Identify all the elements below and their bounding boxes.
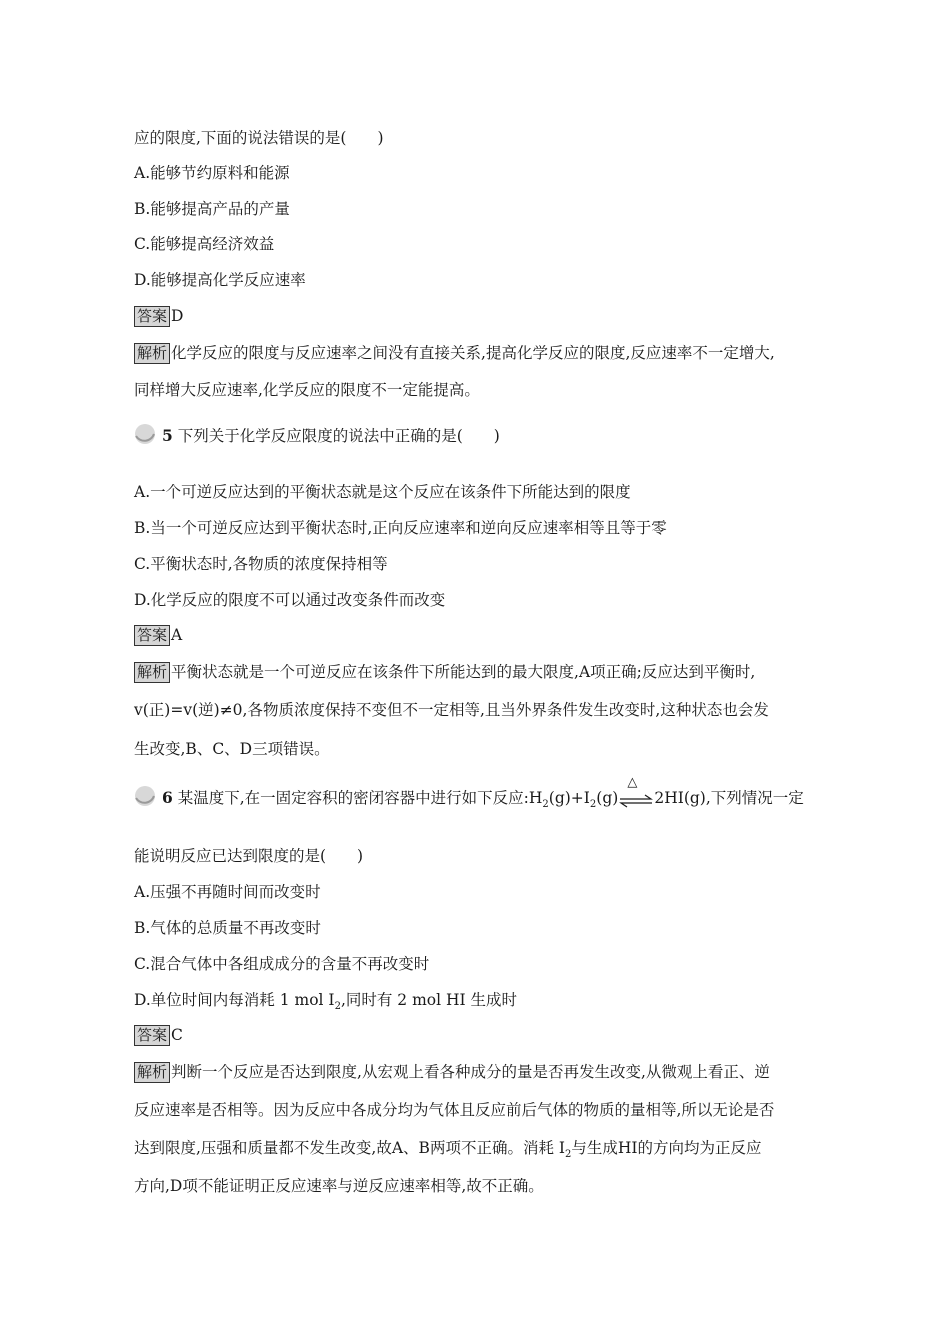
q5-analysis-line2: v(正)=v(逆)≠0,各物质浓度保持不变但不一定相等,且当外界条件发生改变时,这种状态也会发 <box>134 701 769 719</box>
question-marker-icon <box>134 423 156 445</box>
answer-tag: 答案 <box>134 1025 170 1046</box>
q5-number: 5 <box>162 426 173 445</box>
q5-stem: 下列关于化学反应限度的说法中正确的是( ) <box>177 427 500 445</box>
q4-answer <box>134 305 183 327</box>
q5-option-b: B.当一个可逆反应达到平衡状态时,正向反应速率和逆向反应速率相等且等于零 <box>134 519 667 537</box>
q6-answer-value: C <box>171 1026 183 1044</box>
q6-option-a: A.压强不再随时间而改变时 <box>134 883 321 901</box>
analysis-tag: 解析 <box>134 662 170 683</box>
q4-stem: 应的限度,下面的说法错误的是( ) <box>134 129 384 147</box>
q6-option-b: B.气体的总质量不再改变时 <box>134 919 321 937</box>
analysis-tag: 解析 <box>134 343 170 364</box>
q5-option-c: C.平衡状态时,各物质的浓度保持相等 <box>134 555 388 573</box>
q6-stem-line2: 能说明反应已达到限度的是( ) <box>134 847 364 865</box>
q5-analysis-line1: 解析 平衡状态就是一个可逆反应在该条件下所能达到的最大限度,A项正确;反应达到平衡时, <box>134 661 755 683</box>
q6-number: 6 <box>162 788 173 807</box>
q4-answer-value: D <box>171 307 184 325</box>
q5-answer-value: A <box>171 626 183 644</box>
q5-header <box>134 425 500 447</box>
q4-analysis-line2: 同样增大反应速率,化学反应的限度不一定能提高。 <box>134 381 480 399</box>
question-marker-icon <box>134 785 156 807</box>
q6-analysis-line3: 达到限度,压强和质量都不发生改变,故A、B两项不正确。消耗 $I_2$与生成HI的方向均为正反应 <box>134 1139 762 1161</box>
answer-tag: 答案 <box>134 306 170 327</box>
q6-option-c: C.混合气体中各组成成分的含量不再改变时 <box>134 955 430 973</box>
q4-option-c: C.能够提高经济效益 <box>134 235 275 253</box>
analysis-tag: 解析 <box>134 1062 170 1083</box>
q6-analysis-line2: 反应速率是否相等。因为反应中各成分均为气体且反应前后气体的物质的量相等,所以无论是否 <box>134 1101 775 1119</box>
heat-delta-label: △ <box>627 775 638 790</box>
q5-option-d: D.化学反应的限度不可以通过改变条件而改变 <box>134 591 446 609</box>
q6-analysis-line4: 方向,D项不能证明正反应速率与逆反应速率相等,故不正确。 <box>134 1177 544 1195</box>
q4-option-d: D.能够提高化学反应速率 <box>134 271 306 289</box>
q5-answer <box>134 624 182 646</box>
q6-answer <box>134 1024 183 1046</box>
q5-analysis-line3: 生改变,B、C、D三项错误。 <box>134 740 330 758</box>
equilibrium-arrow-icon <box>618 775 654 806</box>
q5-option-a: A.一个可逆反应达到的平衡状态就是这个反应在该条件下所能达到的限度 <box>134 483 631 501</box>
q4-analysis-line1: 解析 化学反应的限度与反应速率之间没有直接关系,提高化学反应的限度,反应速率不一定增大, <box>134 342 775 364</box>
q4-option-a: A.能够节约原料和能源 <box>134 164 290 182</box>
q6-header: 6 某温度下,在一固定容积的密闭容器中进行如下反应$:H_2(g)+I_2(g)$ △ 2HI(g),下列情况一定 <box>134 787 804 809</box>
answer-tag: 答案 <box>134 625 170 646</box>
q6-analysis-line1: 解析 判断一个反应是否达到限度,从宏观上看各种成分的量是否再发生改变,从微观上看正、逆 <box>134 1061 770 1083</box>
q6-option-d: D.单位时间内每消耗 1 mol $I_2$,同时有 2 mol HI 生成时 <box>134 991 518 1013</box>
q4-option-b: B.能够提高产品的产量 <box>134 200 290 218</box>
